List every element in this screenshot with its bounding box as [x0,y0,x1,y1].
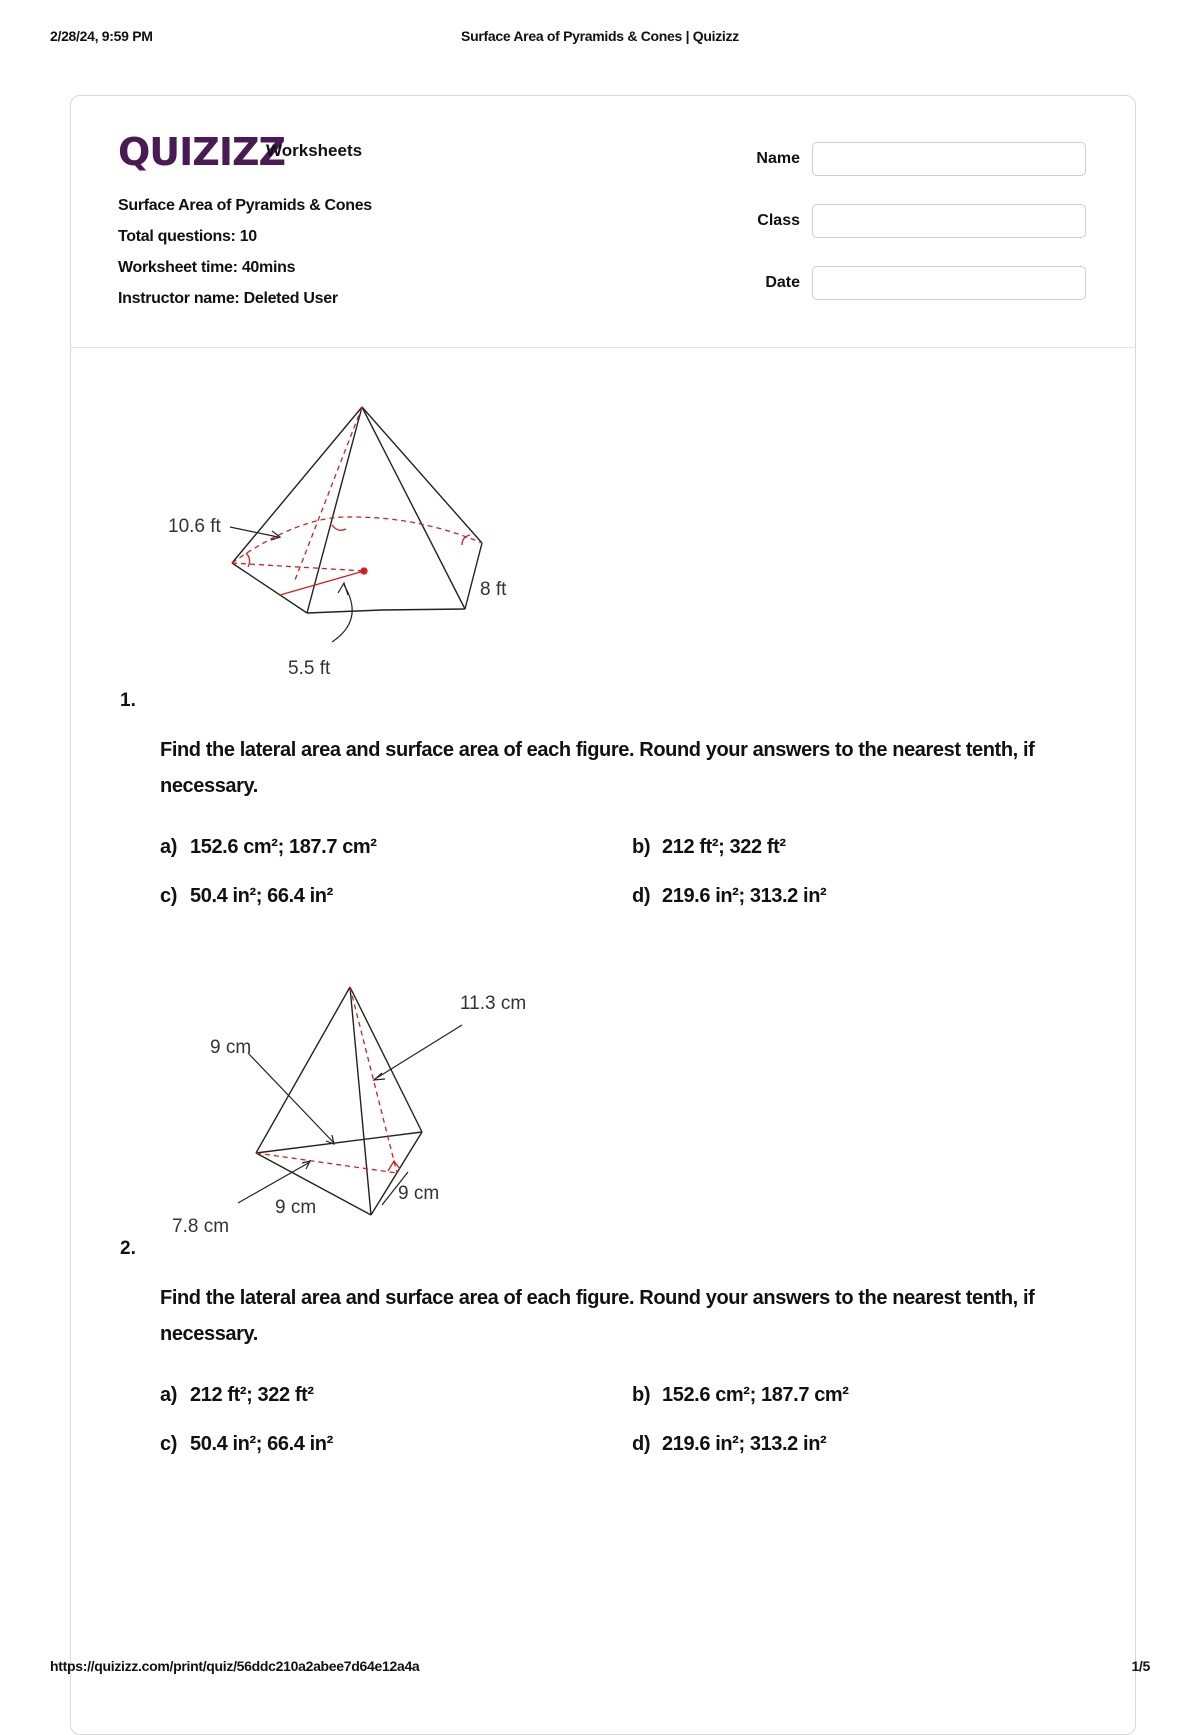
print-url[interactable]: https://quizizz.com/print/quiz/56ddc210a2abee7d64e12a4a [50,1658,420,1674]
triangular-pyramid-figure [150,975,570,1245]
q2-option-d[interactable] [632,1433,826,1456]
q2-option-d-text: 219.6 in²; 313.2 in² [662,1433,827,1455]
q2-option-a[interactable] [160,1384,314,1407]
date-field[interactable] [812,266,1086,300]
q1-option-b-letter: b) [632,836,651,858]
q1-label-side: 8 ft [480,579,507,600]
q1-option-d-letter: d) [632,885,651,907]
q2-option-d-letter: d) [632,1433,651,1455]
q1-option-c-letter: c) [160,885,177,907]
q1-option-a-letter: a) [160,836,177,858]
question-1-text: Find the lateral area and surface area of each figure. Round your answers to the nearest tenth, if necessary. [160,739,1035,797]
q2-option-b-letter: b) [632,1384,651,1406]
q2-label-edge: 9 cm [210,1037,252,1058]
print-footer [50,1658,1150,1678]
q2-option-c-letter: c) [160,1433,177,1455]
print-page-number: 1/5 [1131,1658,1150,1674]
q2-option-a-letter: a) [160,1384,177,1406]
worksheet-title: Surface Area of Pyramids & Cones [118,197,372,214]
q2-label-slant: 11.3 cm [460,993,527,1014]
q1-option-b[interactable] [632,836,786,859]
question-1-number: 1. [120,690,136,711]
total-questions: Total questions: 10 [118,228,257,245]
worksheet-card [70,95,1136,1735]
instructor-name: Instructor name: Deleted User [118,290,338,307]
question-2-number: 2. [120,1238,136,1259]
q1-label-apothem: 5.5 ft [288,658,331,679]
class-label: Class [757,212,800,229]
q2-option-a-text: 212 ft²; 322 ft² [190,1384,314,1406]
name-label: Name [756,150,800,167]
name-field[interactable] [812,142,1086,176]
logo-subtitle: Worksheets [266,141,363,160]
header-divider [70,347,1136,348]
q2-label-base-right: 9 cm [398,1183,440,1204]
class-field[interactable] [812,204,1086,238]
q1-option-d[interactable] [632,885,826,908]
quizizz-logo [118,130,286,174]
pentagonal-pyramid-figure [150,395,570,685]
q1-option-a[interactable] [160,836,377,859]
q2-option-b[interactable] [632,1384,849,1407]
q1-option-d-text: 219.6 in²; 313.2 in² [662,885,827,907]
q1-option-c-text: 50.4 in²; 66.4 in² [190,885,333,907]
q2-label-base-front: 9 cm [275,1197,317,1218]
q2-option-b-text: 152.6 cm²; 187.7 cm² [662,1384,849,1406]
q1-option-a-text: 152.6 cm²; 187.7 cm² [190,836,377,858]
print-page-title: Surface Area of Pyramids & Cones | Quizizz [461,28,739,44]
print-datetime: 2/28/24, 9:59 PM [50,28,153,44]
q2-label-height: 7.8 cm [172,1216,230,1237]
print-header [50,28,1150,48]
q1-label-slant: 10.6 ft [168,516,221,537]
q2-option-c-text: 50.4 in²; 66.4 in² [190,1433,333,1455]
logo-text: QUIZIZZ [118,130,286,174]
q2-option-c[interactable] [160,1433,333,1456]
question-2-text: Find the lateral area and surface area of each figure. Round your answers to the nearest tenth, if necessary. [160,1287,1035,1345]
worksheet-time: Worksheet time: 40mins [118,259,296,276]
q1-option-b-text: 212 ft²; 322 ft² [662,836,786,858]
date-label: Date [765,274,800,291]
q1-option-c[interactable] [160,885,333,908]
